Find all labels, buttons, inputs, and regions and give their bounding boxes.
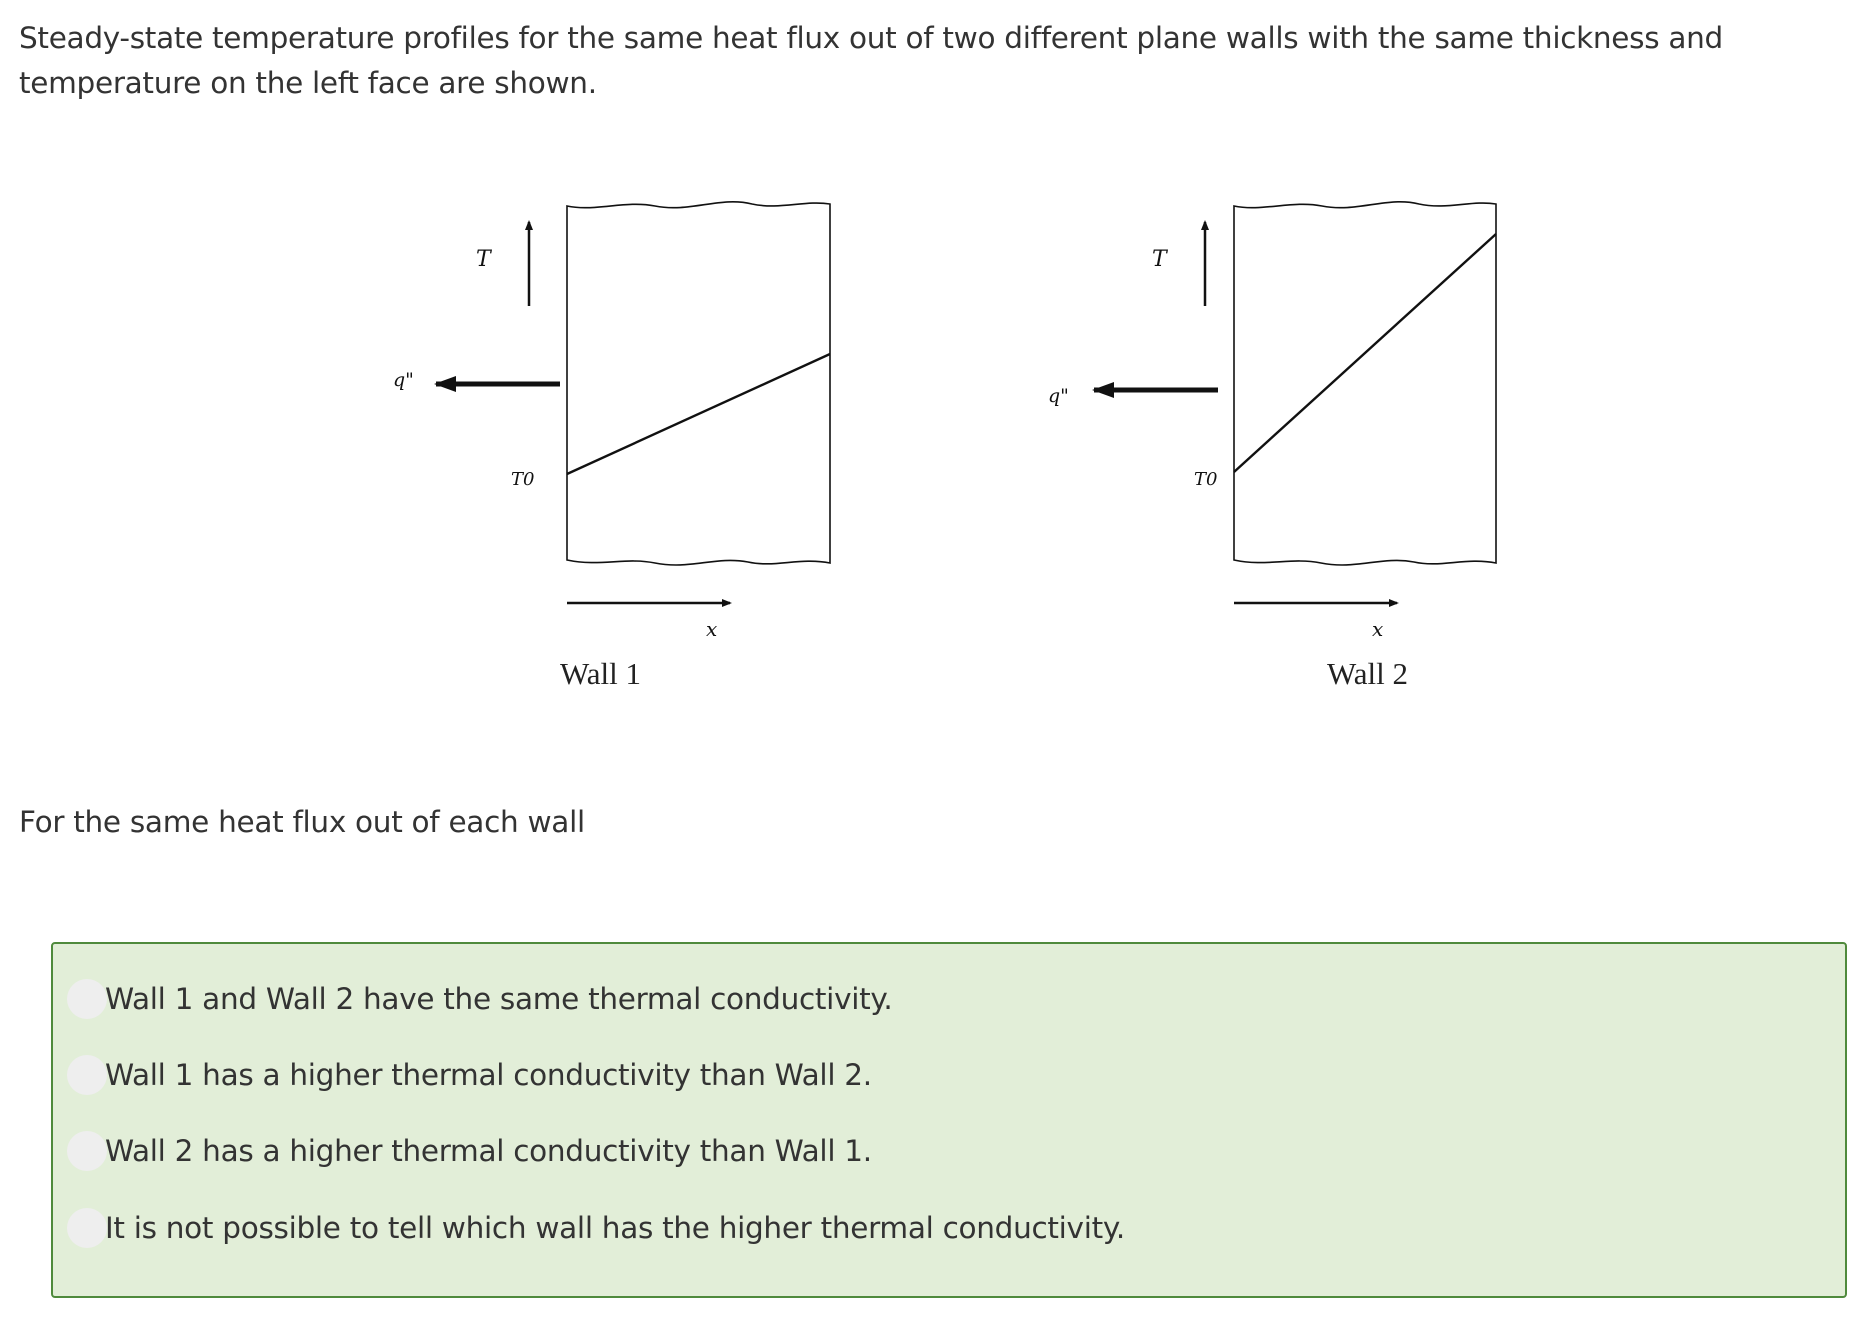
answer-option-label: Wall 1 has a higher thermal conductivity than Wall 2. xyxy=(105,1058,872,1092)
radio-button[interactable] xyxy=(67,1055,107,1095)
radio-button[interactable] xyxy=(67,979,107,1019)
question-prompt: For the same heat flux out of each wall xyxy=(19,805,585,839)
wall-2-caption: Wall 2 xyxy=(1327,656,1409,691)
wall-2-outline xyxy=(1234,202,1496,565)
wall-2-x-label: x xyxy=(1372,617,1384,641)
radio-button[interactable] xyxy=(67,1131,107,1171)
question-intro: Steady-state temperature profiles for the same heat flux out of two different plane walls with the same thickness and temperature on the left face are shown. xyxy=(19,21,1723,100)
wall-1-caption: Wall 1 xyxy=(560,656,642,691)
answer-option-same-conductivity[interactable] xyxy=(67,971,892,1027)
wall-2-left-temperature-label: T0 xyxy=(1194,469,1218,490)
wall-2-temperature-label: T xyxy=(1152,247,1167,272)
wall-1-diagram xyxy=(393,202,830,691)
wall-1-temperature-label: T xyxy=(476,247,491,272)
answer-option-label: Wall 2 has a higher thermal conductivity than Wall 1. xyxy=(105,1134,872,1168)
wall-1-heat-flux-label: q" xyxy=(393,369,414,391)
answer-option-wall-1-higher[interactable] xyxy=(67,1047,872,1103)
wall-2-diagram xyxy=(1048,202,1496,691)
answer-option-cannot-tell[interactable] xyxy=(67,1200,1125,1256)
wall-2-heat-flux-label: q" xyxy=(1048,385,1069,407)
radio-button[interactable] xyxy=(67,1208,107,1248)
wall-1-temperature-profile xyxy=(567,354,830,474)
answer-options-panel xyxy=(51,942,1847,1298)
wall-1-left-temperature-label: T0 xyxy=(511,469,535,490)
answer-option-label: It is not possible to tell which wall has the higher thermal conductivity. xyxy=(105,1211,1125,1245)
wall-2-temperature-profile xyxy=(1234,234,1496,472)
answer-option-wall-2-higher[interactable] xyxy=(67,1123,872,1179)
wall-1-x-label: x xyxy=(706,617,718,641)
wall-1-outline xyxy=(567,202,830,565)
answer-option-label: Wall 1 and Wall 2 have the same thermal conductivity. xyxy=(105,982,893,1016)
